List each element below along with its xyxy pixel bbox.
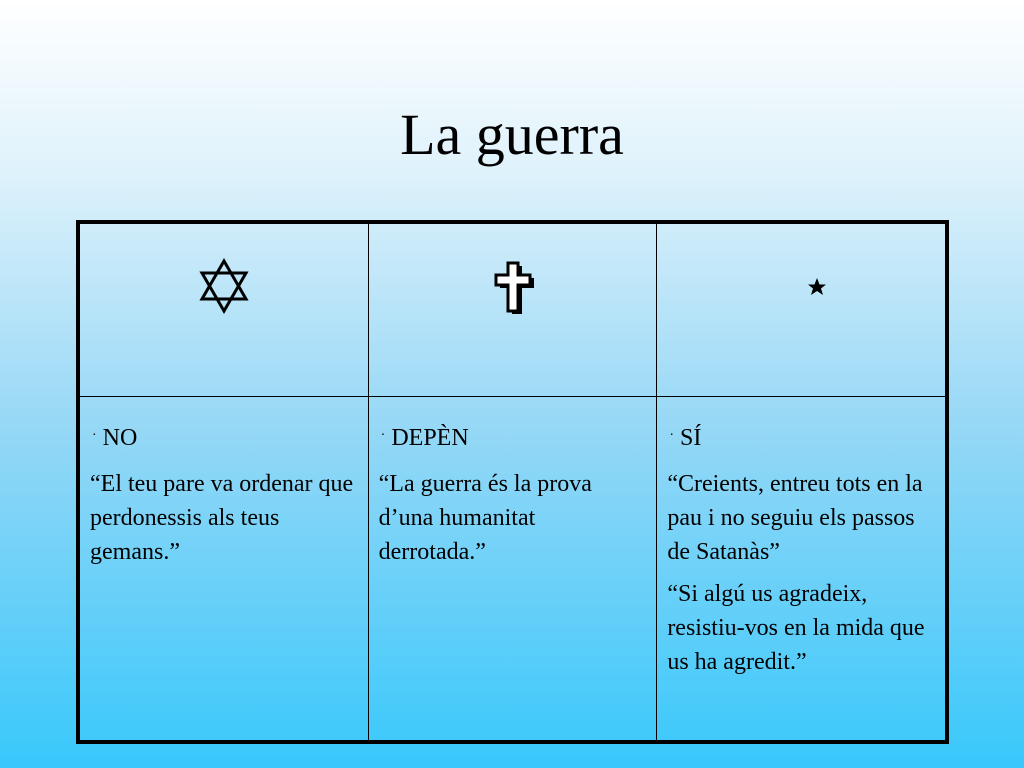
bullet: · — [669, 428, 674, 443]
answer-si — [667, 419, 935, 455]
slide-title: La guerra — [400, 102, 624, 167]
symbol-cell-christianity — [368, 224, 657, 397]
symbol-cell-islam — [657, 224, 946, 397]
cross-icon — [369, 250, 657, 310]
crescent-star-icon — [657, 250, 945, 310]
answer-label: NO — [102, 425, 138, 451]
quote: “Creients, entreu tots en la pau i no seguiu els passos de Satanàs” — [667, 471, 923, 565]
symbol-cell-judaism — [80, 224, 369, 397]
quote: “Si algú us agradeix, resistiu-vos en la mida que us ha agredit.” — [667, 581, 925, 675]
christianity-cell — [368, 397, 657, 741]
bullet: · — [380, 428, 386, 443]
answer-depen — [379, 419, 647, 455]
answer-label: DEPÈN — [391, 425, 469, 451]
judaism-cell — [80, 397, 369, 741]
islam-cell — [657, 397, 946, 741]
bullet: · — [92, 428, 97, 443]
star-of-david-icon — [80, 250, 368, 310]
answer-label: SÍ — [679, 425, 702, 451]
quote: “El teu pare va ordenar que perdonessis als teus gemans.” — [90, 471, 354, 565]
symbols-row — [80, 224, 946, 397]
answers-row — [80, 397, 946, 741]
answer-no — [90, 419, 358, 455]
quote: “La guerra és la prova d’una humanitat derrotada.” — [378, 471, 592, 565]
religions-table — [76, 220, 949, 744]
